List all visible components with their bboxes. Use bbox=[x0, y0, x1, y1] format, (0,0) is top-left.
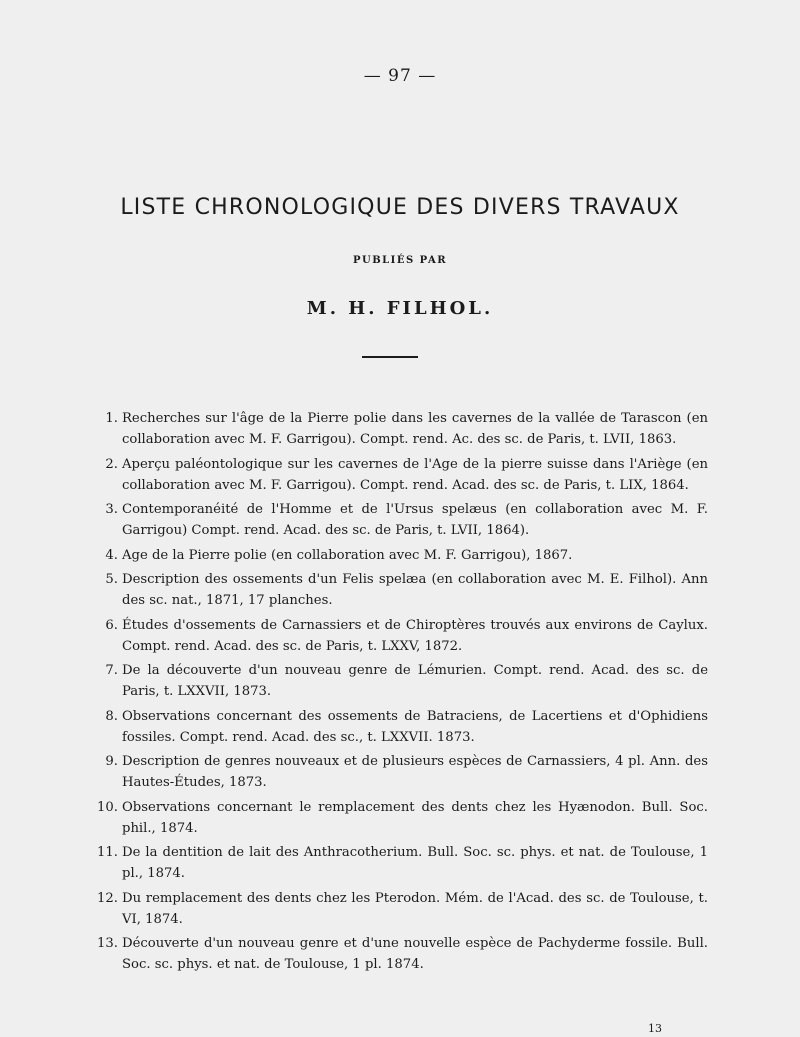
footer-page-number: 13 bbox=[648, 1022, 662, 1035]
list-item bbox=[104, 751, 708, 793]
entry-text: Études d'ossements de Carnassiers et de Chiroptères trouvés aux environs de Caylux. Compt. rend. Acad. des sc. de Paris, t. LXXV, 1872. bbox=[122, 617, 708, 654]
list-item bbox=[104, 660, 708, 702]
entry-text: Contemporanéité de l'Homme et de l'Ursus spelæus (en collaboration avec M. F. Garrigou) Compt. rend. Acad. des sc. de Paris, t. LVII, 1864). bbox=[122, 502, 708, 538]
entry-text: Age de la Pierre polie (en collaboration avec M. F. Garrigou), 1867. bbox=[122, 547, 573, 563]
list-item bbox=[97, 797, 708, 839]
list-item bbox=[104, 615, 708, 657]
list-item bbox=[97, 933, 708, 975]
entry-text: Recherches sur l'âge de la Pierre polie dans les cavernes de la vallée de Tarascon (en collaboration avec M. F. Garrigou). Compt. rend. Ac. des sc. de Paris, t. LVII, 1863. bbox=[122, 411, 708, 447]
page-number: — 97 — bbox=[363, 66, 437, 86]
list-item bbox=[97, 888, 708, 930]
entry-number: 1. bbox=[105, 411, 118, 426]
entry-number: 4. bbox=[105, 547, 118, 563]
publication-list bbox=[97, 408, 708, 979]
entry-text: Découverte d'un nouveau genre et d'une nouvelle espèce de Pachyderme fossile. Bull. Soc. sc. phys. et nat. de Toulouse, 1 pl. 1874. bbox=[122, 936, 708, 972]
list-item bbox=[104, 545, 708, 566]
list-item bbox=[104, 454, 708, 496]
list-item bbox=[104, 408, 708, 450]
subtitle: PUBLIÉS PAR bbox=[352, 255, 448, 266]
entry-number: 2. bbox=[105, 456, 118, 472]
entry-text: De la découverte d'un nouveau genre de Lémurien. Compt. rend. Acad. des sc. de Paris, t. LXXVII, 1873. bbox=[122, 663, 708, 699]
entry-text: Description de genres nouveaux et de plusieurs espèces de Carnassiers, 4 pl. Ann. des Hautes-Études, 1873. bbox=[122, 754, 708, 790]
entry-text: Observations concernant le remplacement des dents chez les Hyænodon. Bull. Soc. phil., 1874. bbox=[122, 799, 708, 836]
entry-number: 13. bbox=[97, 936, 118, 951]
entry-number: 8. bbox=[105, 708, 118, 724]
entry-number: 11. bbox=[97, 845, 118, 860]
entry-text: Du remplacement des dents chez les Pterodon. Mém. de l'Acad. des sc. de Toulouse, t. VI, 1874. bbox=[122, 890, 708, 927]
entry-number: 3. bbox=[105, 502, 118, 517]
entry-number: 6. bbox=[105, 617, 118, 633]
list-item bbox=[104, 706, 708, 748]
entry-text: Aperçu paléontologique sur les cavernes de l'Age de la pierre suisse dans l'Ariège (en collaboration avec M. F. Garrigou). Compt. rend. Acad. des sc. de Paris, t. LIX, 1864. bbox=[122, 456, 708, 493]
entry-number: 10. bbox=[97, 799, 118, 815]
page-title: LISTE CHRONOLOGIQUE DES DIVERS TRAVAUX bbox=[120, 195, 680, 220]
list-item bbox=[104, 499, 708, 541]
entry-text: Observations concernant des ossements de Batraciens, de Lacertiens et d'Ophidiens fossiles. Compt. rend. Acad. des sc., t. LXXVII. 1873. bbox=[122, 708, 708, 745]
title-divider bbox=[362, 356, 418, 358]
author-name: M. H. FILHOL. bbox=[306, 298, 494, 319]
entry-number: 12. bbox=[97, 890, 118, 906]
entry-number: 9. bbox=[105, 754, 118, 769]
list-item bbox=[97, 842, 708, 884]
entry-text: Description des ossements d'un Felis spelæa (en collaboration avec M. E. Filhol). Ann des sc. nat., 1871, 17 planches. bbox=[122, 572, 708, 608]
list-item bbox=[104, 569, 708, 611]
entry-number: 7. bbox=[105, 663, 118, 678]
entry-number: 5. bbox=[105, 572, 118, 587]
entry-text: De la dentition de lait des Anthracotherium. Bull. Soc. sc. phys. et nat. de Toulouse, 1 pl., 1874. bbox=[122, 845, 708, 881]
